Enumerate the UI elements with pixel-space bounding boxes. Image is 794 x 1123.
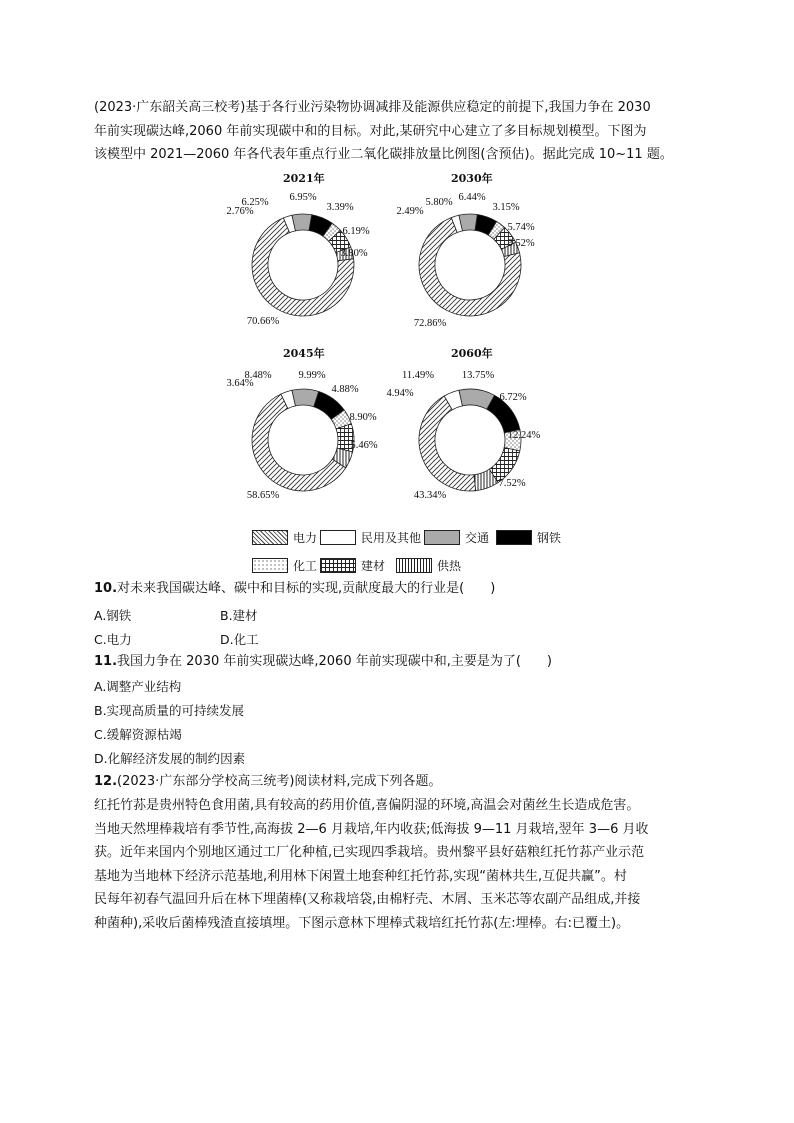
passage-line: 当地天然埋棒栽培有季节性,高海拔 2—6 月栽培,年内收获;低海拔 9—11 月栽培,翌年 3—6 月收 [94,821,649,837]
question-12-passage [94,794,704,935]
data-label: 6.72% [499,392,527,403]
passage-line: 种菌种),采收后菌棒残渣直接填埋。下图示意林下埋棒式栽培红托竹荪(左:埋棒。右:已覆土)。 [94,915,630,931]
passage-line: 民每年初春气温回升后在林下埋菌棒(又称栽培袋,由棉籽壳、木屑、玉米芯等农副产品组成,并接 [94,892,641,907]
chart-title-2030: 2030年 [451,172,493,185]
data-label: 6.95% [289,192,317,203]
legend-label: 电力 [293,531,318,545]
legend-item-building [320,557,385,574]
data-label: 3.39% [326,202,354,213]
intro-line: 该模型中 2021—2060 年各代表年重点行业二氧化碳排放量比例图(含预估)。据此完成 10~11 题。 [94,147,673,162]
data-label: 5.80% [425,197,453,208]
legend-item-steel [496,529,561,546]
legend-label: 供热 [437,559,462,573]
legend-swatch-grid [320,558,356,573]
data-label: 4.94% [386,388,414,399]
chart-title-2045: 2045年 [283,347,325,360]
option-c[interactable]: C.电力 [94,632,132,647]
question-stem: (2023·广东部分学校高三统考)阅读材料,完成下列各题。 [117,774,442,789]
data-label: 8.90% [349,412,377,423]
legend-swatch-black [496,530,532,545]
data-label: 12.24% [507,430,541,441]
question-11 [94,650,552,674]
legend-swatch-diag [252,530,288,545]
data-label: 8.48% [244,370,272,381]
option-c[interactable]: C.缓解资源枯竭 [94,727,182,742]
data-label: 2.49% [396,206,424,217]
option-d[interactable]: D.化解经济发展的制约因素 [94,751,246,766]
chart-title-2021: 2021年 [283,172,325,185]
legend-swatch-gray [424,530,460,545]
question-number: 12. [94,774,118,789]
question-number: 11. [94,654,118,669]
data-label: 6.19% [342,226,370,237]
data-label: 6.25% [241,197,269,208]
donut-slice [419,396,476,491]
passage-line: 基地为当地林下经济示范基地,利用林下闲置土地套种红托竹荪,实现“菌林共生,互促共赢”。村 [94,868,627,884]
legend-item-residential [320,529,421,546]
legend-label: 交通 [465,531,490,545]
donut-charts [0,0,794,520]
option-b[interactable]: B.建材 [220,608,258,623]
question-number: 10. [94,581,118,596]
data-label: 4.88% [331,384,359,395]
question-12 [94,770,442,794]
question-stem: 我国力争在 2030 年前实现碳达峰,2060 年前实现碳中和,主要是为了( ) [117,654,553,669]
data-label: 3.80% [340,248,368,259]
option-a[interactable]: A.调整产业结构 [94,679,182,694]
data-label: 43.34% [413,490,447,501]
legend-item-transport [424,529,489,546]
data-label: 13.75% [461,370,495,381]
data-label: 3.52% [507,238,535,249]
passage-line: 红托竹荪是贵州特色食用菌,具有较高的药用价值,喜偏阴湿的环境,高温会对菌丝生长造成危害。 [94,798,640,813]
data-label: 5.46% [350,440,378,451]
passage-line: 获。近年来国内个别地区通过工厂化种植,已实现四季栽培。贵州黎平县好菇粮红托竹荪产业示范 [94,845,645,860]
question-10 [94,577,495,601]
data-label: 11.49% [402,370,434,381]
chart-title-2060: 2060年 [451,347,493,360]
intro-line: (2023·广东韶关高三校考)基于各行业污染物协调减排及能源供应稳定的前提下,我国力争在 2030 [94,100,651,115]
data-label: 5.74% [507,222,535,233]
data-label: 72.86% [413,318,447,329]
option-d[interactable]: D.化工 [220,632,259,647]
legend-swatch-dots [252,558,288,573]
legend-label: 化工 [293,559,318,573]
data-label: 6.44% [458,192,486,203]
data-label: 58.65% [246,490,280,501]
legend-swatch-vert [396,558,432,573]
legend-item-heating [396,557,461,574]
intro-line: 年前实现碳达峰,2060 年前实现碳中和的目标。对此,某研究中心建立了多目标规划模型。下图为 [94,123,647,139]
legend-label: 钢铁 [537,531,562,545]
legend-label: 建材 [361,559,386,573]
data-label: 7.52% [498,478,526,489]
data-label: 70.66% [246,316,280,327]
legend-item-power [252,529,317,546]
data-label: 9.99% [298,370,326,381]
legend-swatch-white [320,530,356,545]
data-label: 3.15% [492,202,520,213]
legend-item-chemical [252,557,317,574]
option-b[interactable]: B.实现高质量的可持续发展 [94,703,245,718]
data-label: 3.64% [226,378,254,389]
option-a[interactable]: A.钢铁 [94,608,132,623]
data-label: 2.76% [226,206,254,217]
legend-label: 民用及其他 [361,531,422,545]
question-stem: 对未来我国碳达峰、碳中和目标的实现,贡献度最大的行业是( ) [117,581,496,596]
